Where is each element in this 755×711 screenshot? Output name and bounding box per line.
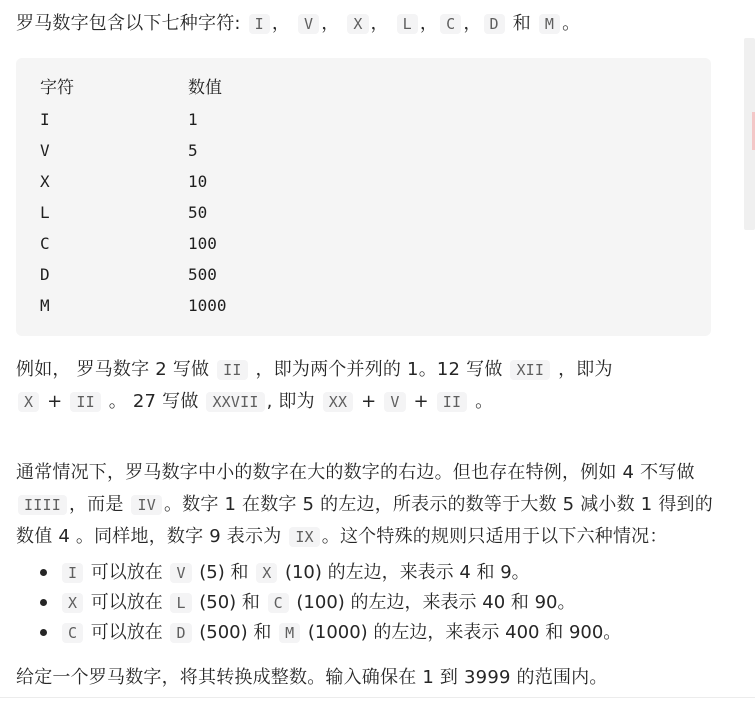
table-row: X 10 [40,172,208,191]
symbol-i: I [249,14,270,34]
symbol-c: C [440,14,461,34]
table-row: I 1 [40,110,198,129]
header-symbol: 字符 [40,78,74,98]
symbol-v: V [298,14,319,34]
symbol-d: D [484,14,505,34]
example-paragraph: 例如， 罗马数字 2 写做 II ，即为两个并列的 1。12 写做 XII ，即为 X + II 。 27 写做 XXVII , 即为 XX + V + II 。 [16,359,613,412]
divider [0,697,755,698]
bullet-icon [40,569,47,576]
symbol-m: M [539,14,560,34]
scrollbar[interactable] [744,38,755,230]
header-value: 数值 [188,78,222,98]
bullet-icon [40,599,47,606]
table-row: V 5 [40,141,198,160]
special-case-paragraph: 通常情况下，罗马数字中小的数字在大的数字的右边。但也存在特例，例如 4 不写做 IIII ，而是 IV 。数字 1 在数字 5 的左边，所表示的数等于大数 5 减小数 1 得到的数值 4 。同样地，数字 9 表示为 IX 。这个特殊的规则只适用于以下六种情况： [16,462,713,547]
list-item: C 可以放在 D (500) 和 M (1000) 的左边，来表示 400 和 900。 [60,618,621,648]
intro-paragraph: 罗马数字包含以下七种字符: I ， V ， X ， L ， C ， D 和 M 。 [16,13,581,34]
list-item: I 可以放在 V (5) 和 X (10) 的左边，来表示 4 和 9。 [60,558,621,588]
symbol-l: L [397,14,418,34]
bullet-icon [40,629,47,636]
table-row: D 500 [40,265,217,284]
table-header [40,73,711,104]
table-row: L 50 [40,203,208,222]
rules-list [16,558,621,648]
symbol-x: X [347,14,368,34]
list-item: X 可以放在 L (50) 和 C (100) 的左边，来表示 40 和 90。 [60,588,621,618]
table-row: M 1000 [40,296,227,315]
table-row: C 100 [40,234,217,253]
task-paragraph: 给定一个罗马数字，将其转换成整数。输入确保在 1 到 3999 的范围内。 [16,667,608,688]
symbol-value-table [16,58,711,336]
